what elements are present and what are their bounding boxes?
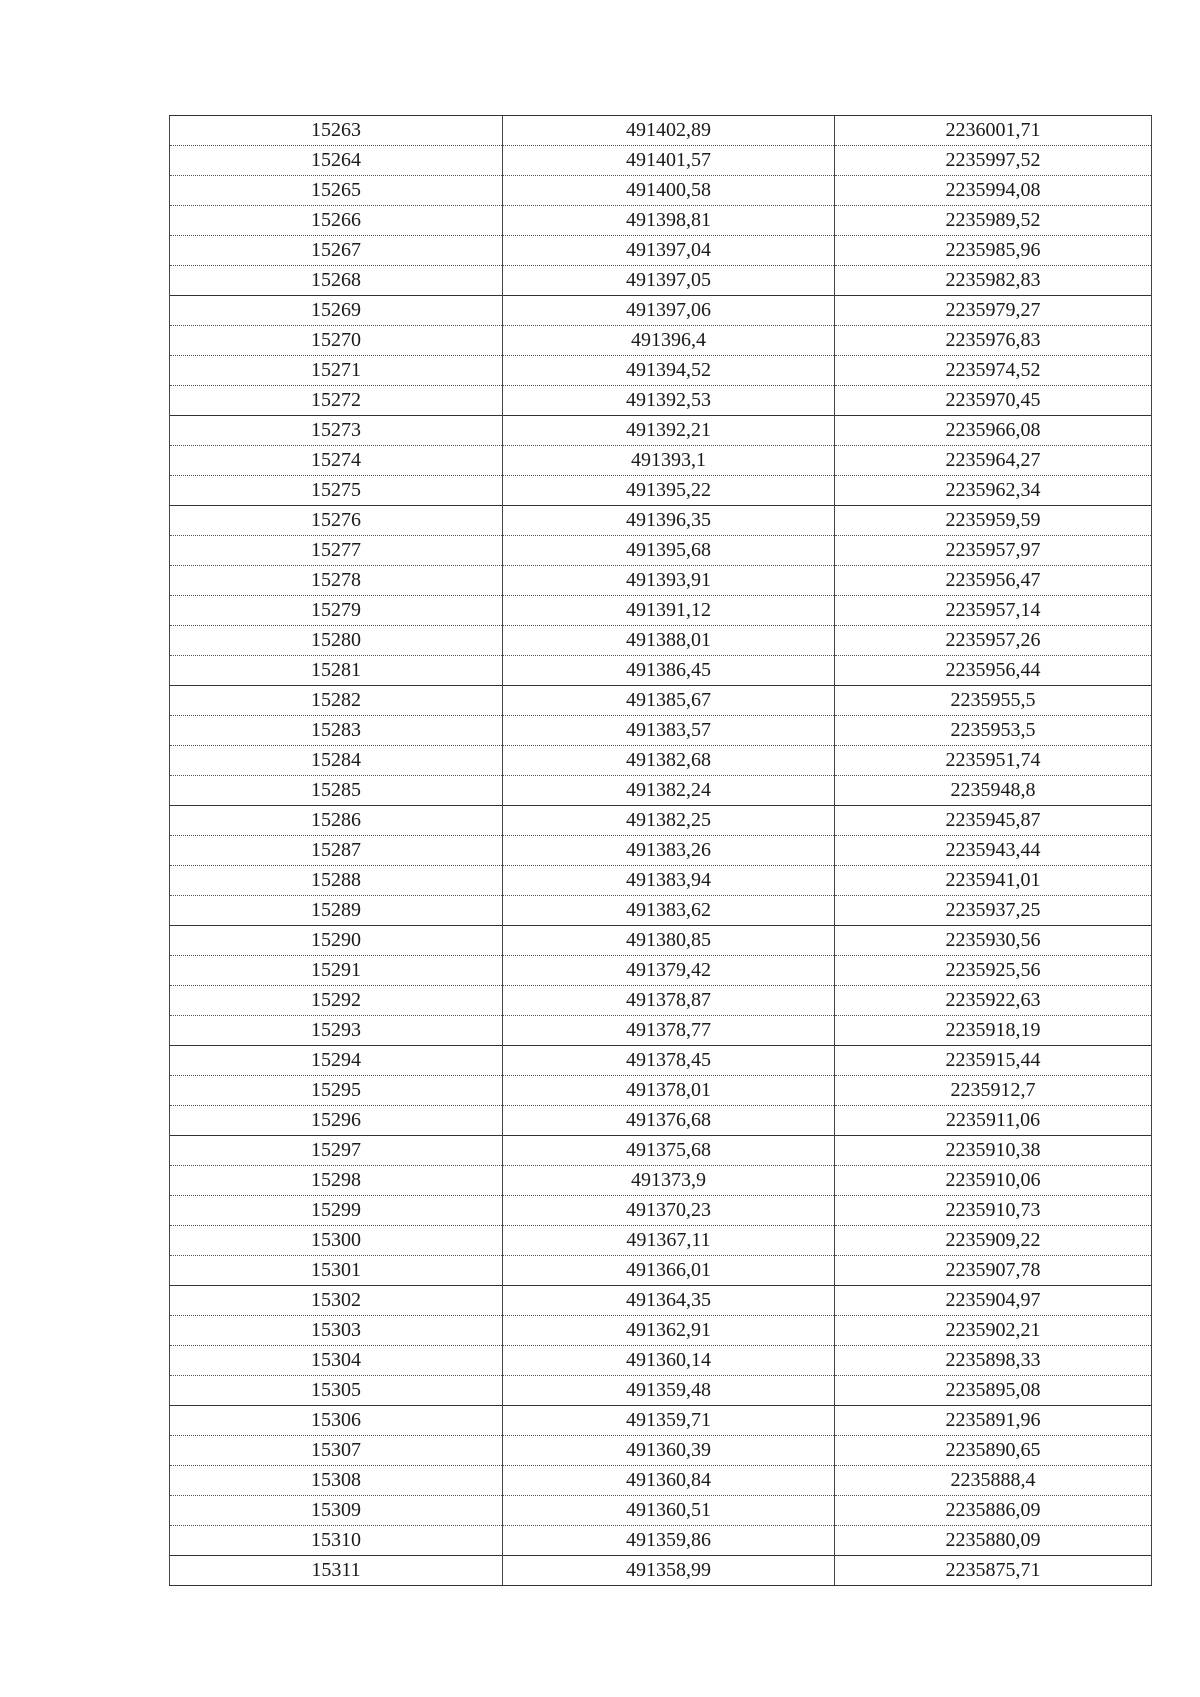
table-row <box>170 266 1152 296</box>
x-coordinate-cell: 491392,21 <box>503 416 835 446</box>
table-row <box>170 806 1152 836</box>
x-coordinate-cell: 491396,35 <box>503 506 835 536</box>
table-row <box>170 626 1152 656</box>
y-coordinate-cell: 2235911,06 <box>835 1106 1152 1136</box>
point-number-cell: 15271 <box>170 356 503 386</box>
y-coordinate-cell: 2235912,7 <box>835 1076 1152 1106</box>
x-coordinate-cell: 491360,14 <box>503 1346 835 1376</box>
table-row <box>170 236 1152 266</box>
y-coordinate-cell: 2235953,5 <box>835 716 1152 746</box>
y-coordinate-cell: 2235970,45 <box>835 386 1152 416</box>
table-row <box>170 416 1152 446</box>
x-coordinate-cell: 491401,57 <box>503 146 835 176</box>
table-row <box>170 1286 1152 1316</box>
y-coordinate-cell: 2235964,27 <box>835 446 1152 476</box>
x-coordinate-cell: 491395,22 <box>503 476 835 506</box>
x-coordinate-cell: 491359,48 <box>503 1376 835 1406</box>
point-number-cell: 15263 <box>170 116 503 146</box>
point-number-cell: 15302 <box>170 1286 503 1316</box>
y-coordinate-cell: 2235909,22 <box>835 1226 1152 1256</box>
table-row <box>170 1526 1152 1556</box>
table-row <box>170 1466 1152 1496</box>
table-row <box>170 1316 1152 1346</box>
table-row <box>170 1046 1152 1076</box>
y-coordinate-cell: 2235956,47 <box>835 566 1152 596</box>
y-coordinate-cell: 2235925,56 <box>835 956 1152 986</box>
y-coordinate-cell: 2235922,63 <box>835 986 1152 1016</box>
x-coordinate-cell: 491395,68 <box>503 536 835 566</box>
point-number-cell: 15304 <box>170 1346 503 1376</box>
table-row <box>170 1106 1152 1136</box>
y-coordinate-cell: 2235943,44 <box>835 836 1152 866</box>
table-row <box>170 716 1152 746</box>
point-number-cell: 15300 <box>170 1226 503 1256</box>
x-coordinate-cell: 491397,04 <box>503 236 835 266</box>
point-number-cell: 15309 <box>170 1496 503 1526</box>
y-coordinate-cell: 2235982,83 <box>835 266 1152 296</box>
x-coordinate-cell: 491378,01 <box>503 1076 835 1106</box>
y-coordinate-cell: 2235962,34 <box>835 476 1152 506</box>
table-row <box>170 356 1152 386</box>
y-coordinate-cell: 2235875,71 <box>835 1556 1152 1586</box>
point-number-cell: 15299 <box>170 1196 503 1226</box>
x-coordinate-cell: 491358,99 <box>503 1556 835 1586</box>
x-coordinate-cell: 491382,24 <box>503 776 835 806</box>
x-coordinate-cell: 491383,94 <box>503 866 835 896</box>
y-coordinate-cell: 2235910,38 <box>835 1136 1152 1166</box>
point-number-cell: 15280 <box>170 626 503 656</box>
y-coordinate-cell: 2235979,27 <box>835 296 1152 326</box>
table-row <box>170 926 1152 956</box>
y-coordinate-cell: 2235957,26 <box>835 626 1152 656</box>
y-coordinate-cell: 2235915,44 <box>835 1046 1152 1076</box>
table-row <box>170 596 1152 626</box>
point-number-cell: 15293 <box>170 1016 503 1046</box>
x-coordinate-cell: 491379,42 <box>503 956 835 986</box>
x-coordinate-cell: 491396,4 <box>503 326 835 356</box>
point-number-cell: 15291 <box>170 956 503 986</box>
y-coordinate-cell: 2235910,73 <box>835 1196 1152 1226</box>
point-number-cell: 15283 <box>170 716 503 746</box>
x-coordinate-cell: 491362,91 <box>503 1316 835 1346</box>
x-coordinate-cell: 491394,52 <box>503 356 835 386</box>
x-coordinate-cell: 491378,45 <box>503 1046 835 1076</box>
table-row <box>170 1016 1152 1046</box>
point-number-cell: 15279 <box>170 596 503 626</box>
coordinates-table <box>169 115 1152 1586</box>
y-coordinate-cell: 2235918,19 <box>835 1016 1152 1046</box>
table-row <box>170 566 1152 596</box>
table-row <box>170 1556 1152 1586</box>
point-number-cell: 15305 <box>170 1376 503 1406</box>
table-row <box>170 986 1152 1016</box>
table-row <box>170 896 1152 926</box>
y-coordinate-cell: 2235956,44 <box>835 656 1152 686</box>
y-coordinate-cell: 2235910,06 <box>835 1166 1152 1196</box>
y-coordinate-cell: 2235994,08 <box>835 176 1152 206</box>
point-number-cell: 15272 <box>170 386 503 416</box>
point-number-cell: 15265 <box>170 176 503 206</box>
y-coordinate-cell: 2235902,21 <box>835 1316 1152 1346</box>
y-coordinate-cell: 2235974,52 <box>835 356 1152 386</box>
x-coordinate-cell: 491398,81 <box>503 206 835 236</box>
y-coordinate-cell: 2235941,01 <box>835 866 1152 896</box>
table-row <box>170 1226 1152 1256</box>
point-number-cell: 15287 <box>170 836 503 866</box>
table-row <box>170 296 1152 326</box>
table-row <box>170 326 1152 356</box>
y-coordinate-cell: 2235880,09 <box>835 1526 1152 1556</box>
y-coordinate-cell: 2235976,83 <box>835 326 1152 356</box>
table-row <box>170 686 1152 716</box>
y-coordinate-cell: 2235951,74 <box>835 746 1152 776</box>
point-number-cell: 15297 <box>170 1136 503 1166</box>
table-row <box>170 176 1152 206</box>
point-number-cell: 15284 <box>170 746 503 776</box>
x-coordinate-cell: 491375,68 <box>503 1136 835 1166</box>
y-coordinate-cell: 2236001,71 <box>835 116 1152 146</box>
table-row <box>170 506 1152 536</box>
point-number-cell: 15310 <box>170 1526 503 1556</box>
x-coordinate-cell: 491378,77 <box>503 1016 835 1046</box>
x-coordinate-cell: 491383,57 <box>503 716 835 746</box>
table-row <box>170 386 1152 416</box>
point-number-cell: 15307 <box>170 1436 503 1466</box>
point-number-cell: 15303 <box>170 1316 503 1346</box>
y-coordinate-cell: 2235948,8 <box>835 776 1152 806</box>
y-coordinate-cell: 2235985,96 <box>835 236 1152 266</box>
point-number-cell: 15289 <box>170 896 503 926</box>
x-coordinate-cell: 491380,85 <box>503 926 835 956</box>
x-coordinate-cell: 491364,35 <box>503 1286 835 1316</box>
y-coordinate-cell: 2235898,33 <box>835 1346 1152 1376</box>
x-coordinate-cell: 491360,51 <box>503 1496 835 1526</box>
x-coordinate-cell: 491386,45 <box>503 656 835 686</box>
y-coordinate-cell: 2235904,97 <box>835 1286 1152 1316</box>
point-number-cell: 15267 <box>170 236 503 266</box>
y-coordinate-cell: 2235955,5 <box>835 686 1152 716</box>
y-coordinate-cell: 2235989,52 <box>835 206 1152 236</box>
x-coordinate-cell: 491360,84 <box>503 1466 835 1496</box>
x-coordinate-cell: 491367,11 <box>503 1226 835 1256</box>
y-coordinate-cell: 2235966,08 <box>835 416 1152 446</box>
table-row <box>170 1196 1152 1226</box>
x-coordinate-cell: 491388,01 <box>503 626 835 656</box>
y-coordinate-cell: 2235957,14 <box>835 596 1152 626</box>
x-coordinate-cell: 491383,62 <box>503 896 835 926</box>
x-coordinate-cell: 491366,01 <box>503 1256 835 1286</box>
table-row <box>170 956 1152 986</box>
x-coordinate-cell: 491391,12 <box>503 596 835 626</box>
point-number-cell: 15277 <box>170 536 503 566</box>
point-number-cell: 15288 <box>170 866 503 896</box>
table-row <box>170 1496 1152 1526</box>
point-number-cell: 15298 <box>170 1166 503 1196</box>
point-number-cell: 15308 <box>170 1466 503 1496</box>
point-number-cell: 15270 <box>170 326 503 356</box>
x-coordinate-cell: 491382,68 <box>503 746 835 776</box>
point-number-cell: 15273 <box>170 416 503 446</box>
table-row <box>170 746 1152 776</box>
point-number-cell: 15285 <box>170 776 503 806</box>
table-row <box>170 1136 1152 1166</box>
x-coordinate-cell: 491402,89 <box>503 116 835 146</box>
x-coordinate-cell: 491378,87 <box>503 986 835 1016</box>
y-coordinate-cell: 2235957,97 <box>835 536 1152 566</box>
y-coordinate-cell: 2235937,25 <box>835 896 1152 926</box>
x-coordinate-cell: 491359,86 <box>503 1526 835 1556</box>
x-coordinate-cell: 491392,53 <box>503 386 835 416</box>
point-number-cell: 15294 <box>170 1046 503 1076</box>
x-coordinate-cell: 491397,05 <box>503 266 835 296</box>
x-coordinate-cell: 491360,39 <box>503 1436 835 1466</box>
table-row <box>170 1346 1152 1376</box>
point-number-cell: 15295 <box>170 1076 503 1106</box>
table-row <box>170 776 1152 806</box>
point-number-cell: 15266 <box>170 206 503 236</box>
coordinates-table-body <box>170 116 1152 1586</box>
table-row <box>170 836 1152 866</box>
point-number-cell: 15276 <box>170 506 503 536</box>
y-coordinate-cell: 2235888,4 <box>835 1466 1152 1496</box>
point-number-cell: 15292 <box>170 986 503 1016</box>
point-number-cell: 15290 <box>170 926 503 956</box>
table-row <box>170 1436 1152 1466</box>
point-number-cell: 15286 <box>170 806 503 836</box>
table-row <box>170 146 1152 176</box>
x-coordinate-cell: 491359,71 <box>503 1406 835 1436</box>
point-number-cell: 15274 <box>170 446 503 476</box>
y-coordinate-cell: 2235945,87 <box>835 806 1152 836</box>
point-number-cell: 15311 <box>170 1556 503 1586</box>
table-row <box>170 1166 1152 1196</box>
x-coordinate-cell: 491373,9 <box>503 1166 835 1196</box>
table-row <box>170 116 1152 146</box>
point-number-cell: 15268 <box>170 266 503 296</box>
table-row <box>170 1256 1152 1286</box>
point-number-cell: 15301 <box>170 1256 503 1286</box>
x-coordinate-cell: 491385,67 <box>503 686 835 716</box>
x-coordinate-cell: 491382,25 <box>503 806 835 836</box>
point-number-cell: 15306 <box>170 1406 503 1436</box>
x-coordinate-cell: 491397,06 <box>503 296 835 326</box>
y-coordinate-cell: 2235930,56 <box>835 926 1152 956</box>
table-row <box>170 536 1152 566</box>
table-row <box>170 1376 1152 1406</box>
x-coordinate-cell: 491383,26 <box>503 836 835 866</box>
y-coordinate-cell: 2235886,09 <box>835 1496 1152 1526</box>
point-number-cell: 15296 <box>170 1106 503 1136</box>
table-row <box>170 1406 1152 1436</box>
y-coordinate-cell: 2235907,78 <box>835 1256 1152 1286</box>
table-row <box>170 656 1152 686</box>
y-coordinate-cell: 2235959,59 <box>835 506 1152 536</box>
y-coordinate-cell: 2235891,96 <box>835 1406 1152 1436</box>
table-row <box>170 1076 1152 1106</box>
x-coordinate-cell: 491370,23 <box>503 1196 835 1226</box>
table-row <box>170 476 1152 506</box>
x-coordinate-cell: 491400,58 <box>503 176 835 206</box>
x-coordinate-cell: 491393,1 <box>503 446 835 476</box>
point-number-cell: 15282 <box>170 686 503 716</box>
point-number-cell: 15264 <box>170 146 503 176</box>
x-coordinate-cell: 491393,91 <box>503 566 835 596</box>
point-number-cell: 15269 <box>170 296 503 326</box>
table-row <box>170 446 1152 476</box>
y-coordinate-cell: 2235890,65 <box>835 1436 1152 1466</box>
x-coordinate-cell: 491376,68 <box>503 1106 835 1136</box>
point-number-cell: 15281 <box>170 656 503 686</box>
table-row <box>170 206 1152 236</box>
y-coordinate-cell: 2235895,08 <box>835 1376 1152 1406</box>
table-row <box>170 866 1152 896</box>
point-number-cell: 15278 <box>170 566 503 596</box>
y-coordinate-cell: 2235997,52 <box>835 146 1152 176</box>
point-number-cell: 15275 <box>170 476 503 506</box>
